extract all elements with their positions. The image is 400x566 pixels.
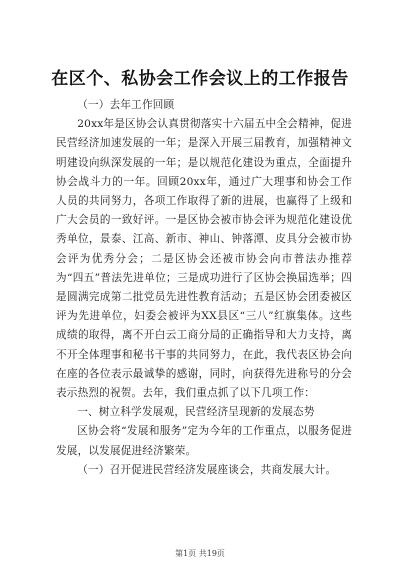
page-footer: 第1页 共19页 bbox=[175, 549, 225, 558]
paragraph-focus: 区协会将“发展和服务”定为今年的工作重点，以服务促进发展，以发展促进经济繁荣。 bbox=[56, 425, 352, 457]
document-body bbox=[56, 96, 352, 480]
section-heading-review: （一）去年工作回顾 bbox=[77, 99, 175, 111]
section-heading-development: 一、树立科学发展观，民营经济呈现新的发展态势 bbox=[77, 406, 315, 419]
document-title: 在区个、私协会工作会议上的工作报告 bbox=[51, 69, 349, 89]
paragraph-review-summary: 20xx年是区协会认真贯彻落实十六届五中全会精神，促进民营经济加速发展的一年；是深入开展三届教育，加强精神文明建设向纵深发展的一年；是以规范化建设为重点，全面提升协会战斗力的一年。回顾20xx年，通过广大理事和协会工作人员的共同努力，各项工作取得了新的进展，也赢得了上级和广大会员的一致好评。一是区协会被市协会评为规范化建设优秀单位，景泰、江高、新市、神山、钟落潭、皮具分会被市协会评为优秀分会；二是区协会还被市协会向市普法办推荐为“四五”普法先进单位；三是成功进行了区协会换届选举；四是圆满完成第二批党员先进性教育活动；五是区协会团委被区评为先进单位，妇委会被评为XX县区“三八”红旗集体。这些成绩的取得，离不开白云工商分局的正确指导和大力支持，离不开全体理事和秘书干事的共同努力，在此，我代表区协会向在座的各位表示最诚挚的感谢，同时，向获得先进称号的分会表示热烈的祝贺。去年，我们重点抓了以下几项工作： bbox=[56, 118, 352, 400]
subsection-heading-symposium: （一）召开促进民营经济发展座谈会，共商发展大计。 bbox=[77, 463, 337, 476]
